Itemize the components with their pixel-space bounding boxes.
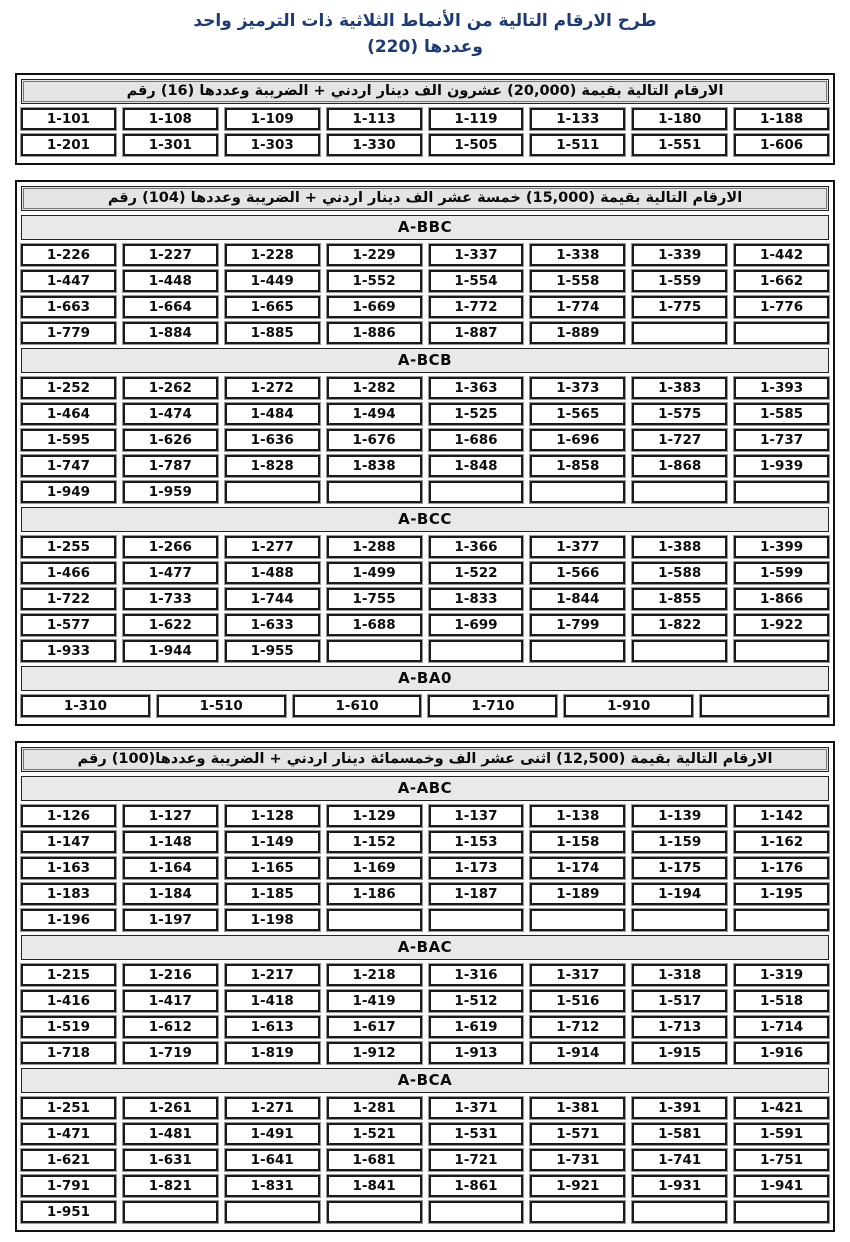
number-cell: 1-175 <box>632 857 727 879</box>
number-cell: 1-277 <box>225 536 320 558</box>
number-cell: 1-109 <box>225 108 320 130</box>
number-cell: 1-194 <box>632 883 727 905</box>
number-cell: 1-330 <box>327 134 422 156</box>
number-cell: 1-301 <box>123 134 218 156</box>
number-cell: 1-133 <box>530 108 625 130</box>
number-cell: 1-288 <box>327 536 422 558</box>
number-cell: 1-913 <box>429 1042 524 1064</box>
number-cell: 1-158 <box>530 831 625 853</box>
number-cell: 1-828 <box>225 455 320 477</box>
number-cell: 1-512 <box>429 990 524 1012</box>
section-header-a-bcb: A-BCB <box>21 348 829 373</box>
table-row <box>21 990 829 1012</box>
number-cell: 1-481 <box>123 1123 218 1145</box>
number-cell: 1-838 <box>327 455 422 477</box>
number-cell: 1-162 <box>734 831 829 853</box>
table-row <box>21 883 829 905</box>
number-cell: 1-599 <box>734 562 829 584</box>
number-cell: 1-377 <box>530 536 625 558</box>
number-cell: 1-416 <box>21 990 116 1012</box>
number-cell: 1-588 <box>632 562 727 584</box>
empty-cell <box>530 1201 625 1223</box>
table-row <box>21 588 829 610</box>
number-cell: 1-484 <box>225 403 320 425</box>
number-cell: 1-281 <box>327 1097 422 1119</box>
table-row <box>21 1097 829 1119</box>
number-cell: 1-722 <box>21 588 116 610</box>
empty-cell <box>734 481 829 503</box>
empty-cell <box>734 640 829 662</box>
number-cell: 1-939 <box>734 455 829 477</box>
number-cell: 1-921 <box>530 1175 625 1197</box>
section-header-a-bcc: A-BCC <box>21 507 829 532</box>
number-cell: 1-337 <box>429 244 524 266</box>
number-cell: 1-776 <box>734 296 829 318</box>
number-cell: 1-617 <box>327 1016 422 1038</box>
number-cell: 1-218 <box>327 964 422 986</box>
number-cell: 1-198 <box>225 909 320 931</box>
number-cell: 1-169 <box>327 857 422 879</box>
number-cell: 1-373 <box>530 377 625 399</box>
number-cell: 1-499 <box>327 562 422 584</box>
number-cell: 1-641 <box>225 1149 320 1171</box>
number-cell: 1-772 <box>429 296 524 318</box>
number-cell: 1-180 <box>632 108 727 130</box>
number-cell: 1-488 <box>225 562 320 584</box>
number-cell: 1-696 <box>530 429 625 451</box>
number-cell: 1-381 <box>530 1097 625 1119</box>
number-cell: 1-912 <box>327 1042 422 1064</box>
number-cell: 1-941 <box>734 1175 829 1197</box>
number-cell: 1-591 <box>734 1123 829 1145</box>
number-cell: 1-196 <box>21 909 116 931</box>
number-cell: 1-949 <box>21 481 116 503</box>
number-cell: 1-227 <box>123 244 218 266</box>
number-cell: 1-944 <box>123 640 218 662</box>
empty-cell <box>429 909 524 931</box>
empty-cell <box>632 322 727 344</box>
number-cell: 1-713 <box>632 1016 727 1038</box>
number-cell: 1-884 <box>123 322 218 344</box>
number-cell: 1-137 <box>429 805 524 827</box>
table-row <box>21 134 829 156</box>
number-cell: 1-139 <box>632 805 727 827</box>
number-cell: 1-844 <box>530 588 625 610</box>
empty-cell <box>734 322 829 344</box>
number-cell: 1-388 <box>632 536 727 558</box>
number-cell: 1-142 <box>734 805 829 827</box>
table-row <box>21 695 829 717</box>
empty-cell <box>327 1201 422 1223</box>
number-cell: 1-252 <box>21 377 116 399</box>
number-cell: 1-889 <box>530 322 625 344</box>
number-cell: 1-585 <box>734 403 829 425</box>
number-cell: 1-819 <box>225 1042 320 1064</box>
number-cell: 1-163 <box>21 857 116 879</box>
number-cell: 1-266 <box>123 536 218 558</box>
number-cell: 1-747 <box>21 455 116 477</box>
number-cell: 1-775 <box>632 296 727 318</box>
number-cell: 1-848 <box>429 455 524 477</box>
value-table-2 <box>15 180 835 726</box>
number-cell: 1-518 <box>734 990 829 1012</box>
empty-cell <box>530 481 625 503</box>
number-cell: 1-447 <box>21 270 116 292</box>
empty-cell <box>429 481 524 503</box>
number-cell: 1-731 <box>530 1149 625 1171</box>
number-cell: 1-914 <box>530 1042 625 1064</box>
number-cell: 1-442 <box>734 244 829 266</box>
empty-cell <box>700 695 829 717</box>
number-cell: 1-633 <box>225 614 320 636</box>
number-cell: 1-228 <box>225 244 320 266</box>
table-header-2: الارقام التالية بقيمة (15,000) خمسة عشر الف دينار اردني + الضريبة وعددها (104) رقم <box>21 186 829 211</box>
number-cell: 1-262 <box>123 377 218 399</box>
number-cell: 1-774 <box>530 296 625 318</box>
table-row <box>21 1149 829 1171</box>
number-cell: 1-316 <box>429 964 524 986</box>
number-cell: 1-519 <box>21 1016 116 1038</box>
number-cell: 1-516 <box>530 990 625 1012</box>
number-cell: 1-622 <box>123 614 218 636</box>
table-row <box>21 403 829 425</box>
number-cell: 1-558 <box>530 270 625 292</box>
number-cell: 1-474 <box>123 403 218 425</box>
number-cell: 1-187 <box>429 883 524 905</box>
number-cell: 1-676 <box>327 429 422 451</box>
number-cell: 1-626 <box>123 429 218 451</box>
number-cell: 1-448 <box>123 270 218 292</box>
number-cell: 1-129 <box>327 805 422 827</box>
number-cell: 1-393 <box>734 377 829 399</box>
number-cell: 1-188 <box>734 108 829 130</box>
number-cell: 1-174 <box>530 857 625 879</box>
number-cell: 1-449 <box>225 270 320 292</box>
number-cell: 1-126 <box>21 805 116 827</box>
number-cell: 1-885 <box>225 322 320 344</box>
section-header-a-abc: A-ABC <box>21 776 829 801</box>
number-cell: 1-147 <box>21 831 116 853</box>
empty-cell <box>429 640 524 662</box>
number-cell: 1-153 <box>429 831 524 853</box>
number-cell: 1-664 <box>123 296 218 318</box>
number-cell: 1-727 <box>632 429 727 451</box>
number-cell: 1-317 <box>530 964 625 986</box>
number-cell: 1-552 <box>327 270 422 292</box>
empty-cell <box>734 909 829 931</box>
number-cell: 1-887 <box>429 322 524 344</box>
number-cell: 1-128 <box>225 805 320 827</box>
number-cell: 1-363 <box>429 377 524 399</box>
empty-cell <box>530 909 625 931</box>
number-cell: 1-916 <box>734 1042 829 1064</box>
section-header-a-bbc: A-BBC <box>21 215 829 240</box>
number-cell: 1-197 <box>123 909 218 931</box>
number-cell: 1-176 <box>734 857 829 879</box>
number-cell: 1-319 <box>734 964 829 986</box>
number-cell: 1-662 <box>734 270 829 292</box>
empty-cell <box>225 1201 320 1223</box>
number-cell: 1-149 <box>225 831 320 853</box>
number-cell: 1-391 <box>632 1097 727 1119</box>
table-row <box>21 614 829 636</box>
number-cell: 1-955 <box>225 640 320 662</box>
number-cell: 1-464 <box>21 403 116 425</box>
number-cell: 1-631 <box>123 1149 218 1171</box>
tables-container <box>15 73 835 1232</box>
table-header-1: الارقام التالية بقيمة (20,000) عشرون الف دينار اردني + الضريبة وعددها (16) رقم <box>21 79 829 104</box>
table-row <box>21 296 829 318</box>
number-cell: 1-255 <box>21 536 116 558</box>
number-cell: 1-184 <box>123 883 218 905</box>
number-cell: 1-688 <box>327 614 422 636</box>
value-table-1 <box>15 73 835 165</box>
number-cell: 1-737 <box>734 429 829 451</box>
number-cell: 1-215 <box>21 964 116 986</box>
number-cell: 1-310 <box>21 695 150 717</box>
number-cell: 1-931 <box>632 1175 727 1197</box>
number-cell: 1-271 <box>225 1097 320 1119</box>
number-cell: 1-272 <box>225 377 320 399</box>
empty-cell <box>734 1201 829 1223</box>
number-cell: 1-613 <box>225 1016 320 1038</box>
number-cell: 1-183 <box>21 883 116 905</box>
number-cell: 1-959 <box>123 481 218 503</box>
number-cell: 1-581 <box>632 1123 727 1145</box>
number-cell: 1-366 <box>429 536 524 558</box>
number-cell: 1-226 <box>21 244 116 266</box>
number-cell: 1-841 <box>327 1175 422 1197</box>
number-cell: 1-303 <box>225 134 320 156</box>
number-cell: 1-665 <box>225 296 320 318</box>
number-cell: 1-714 <box>734 1016 829 1038</box>
number-cell: 1-621 <box>21 1149 116 1171</box>
number-cell: 1-152 <box>327 831 422 853</box>
number-cell: 1-339 <box>632 244 727 266</box>
number-cell: 1-525 <box>429 403 524 425</box>
number-cell: 1-505 <box>429 134 524 156</box>
number-cell: 1-619 <box>429 1016 524 1038</box>
number-cell: 1-138 <box>530 805 625 827</box>
number-cell: 1-577 <box>21 614 116 636</box>
number-cell: 1-477 <box>123 562 218 584</box>
number-cell: 1-551 <box>632 134 727 156</box>
table-row <box>21 270 829 292</box>
table-row <box>21 562 829 584</box>
table-row <box>21 481 829 503</box>
number-cell: 1-606 <box>734 134 829 156</box>
number-cell: 1-383 <box>632 377 727 399</box>
number-cell: 1-719 <box>123 1042 218 1064</box>
number-cell: 1-858 <box>530 455 625 477</box>
number-cell: 1-217 <box>225 964 320 986</box>
table-row <box>21 1201 829 1223</box>
number-cell: 1-831 <box>225 1175 320 1197</box>
number-cell: 1-522 <box>429 562 524 584</box>
number-cell: 1-799 <box>530 614 625 636</box>
number-cell: 1-229 <box>327 244 422 266</box>
number-cell: 1-787 <box>123 455 218 477</box>
number-cell: 1-466 <box>21 562 116 584</box>
number-cell: 1-101 <box>21 108 116 130</box>
table-row <box>21 1016 829 1038</box>
number-cell: 1-910 <box>564 695 693 717</box>
number-cell: 1-951 <box>21 1201 116 1223</box>
section-header-a-ba0: A-BA0 <box>21 666 829 691</box>
number-cell: 1-419 <box>327 990 422 1012</box>
number-cell: 1-612 <box>123 1016 218 1038</box>
table-row <box>21 455 829 477</box>
number-cell: 1-189 <box>530 883 625 905</box>
number-cell: 1-418 <box>225 990 320 1012</box>
table-row <box>21 640 829 662</box>
number-cell: 1-127 <box>123 805 218 827</box>
empty-cell <box>530 640 625 662</box>
empty-cell <box>327 909 422 931</box>
number-cell: 1-471 <box>21 1123 116 1145</box>
page-title-line1: طرح الارقام التالية من الأنماط الثلاثية ذات الترميز واحد <box>193 11 657 31</box>
number-cell: 1-751 <box>734 1149 829 1171</box>
table-row <box>21 1042 829 1064</box>
number-cell: 1-399 <box>734 536 829 558</box>
number-cell: 1-733 <box>123 588 218 610</box>
value-table-3 <box>15 741 835 1232</box>
number-cell: 1-559 <box>632 270 727 292</box>
number-cell: 1-686 <box>429 429 524 451</box>
number-cell: 1-511 <box>530 134 625 156</box>
number-cell: 1-565 <box>530 403 625 425</box>
empty-cell <box>632 1201 727 1223</box>
number-cell: 1-421 <box>734 1097 829 1119</box>
number-cell: 1-791 <box>21 1175 116 1197</box>
number-cell: 1-531 <box>429 1123 524 1145</box>
number-cell: 1-663 <box>21 296 116 318</box>
number-cell: 1-261 <box>123 1097 218 1119</box>
empty-cell <box>632 909 727 931</box>
number-cell: 1-669 <box>327 296 422 318</box>
number-cell: 1-554 <box>429 270 524 292</box>
number-cell: 1-866 <box>734 588 829 610</box>
number-cell: 1-566 <box>530 562 625 584</box>
table-row <box>21 857 829 879</box>
number-cell: 1-636 <box>225 429 320 451</box>
number-cell: 1-915 <box>632 1042 727 1064</box>
number-cell: 1-855 <box>632 588 727 610</box>
number-cell: 1-510 <box>157 695 286 717</box>
number-cell: 1-922 <box>734 614 829 636</box>
number-cell: 1-868 <box>632 455 727 477</box>
number-cell: 1-710 <box>428 695 557 717</box>
number-cell: 1-821 <box>123 1175 218 1197</box>
table-row <box>21 244 829 266</box>
number-cell: 1-108 <box>123 108 218 130</box>
number-cell: 1-195 <box>734 883 829 905</box>
table-row <box>21 964 829 986</box>
table-row <box>21 322 829 344</box>
table-row <box>21 108 829 130</box>
number-cell: 1-148 <box>123 831 218 853</box>
empty-cell <box>327 481 422 503</box>
number-cell: 1-164 <box>123 857 218 879</box>
section-header-a-bac: A-BAC <box>21 935 829 960</box>
number-cell: 1-521 <box>327 1123 422 1145</box>
number-cell: 1-699 <box>429 614 524 636</box>
number-cell: 1-610 <box>293 695 422 717</box>
number-cell: 1-721 <box>429 1149 524 1171</box>
number-cell: 1-371 <box>429 1097 524 1119</box>
number-cell: 1-741 <box>632 1149 727 1171</box>
number-cell: 1-216 <box>123 964 218 986</box>
page-title-line2: وعددها (220) <box>367 37 483 58</box>
table-row <box>21 1175 829 1197</box>
table-row <box>21 1123 829 1145</box>
number-cell: 1-744 <box>225 588 320 610</box>
number-cell: 1-517 <box>632 990 727 1012</box>
empty-cell <box>632 640 727 662</box>
empty-cell <box>429 1201 524 1223</box>
table-row <box>21 805 829 827</box>
number-cell: 1-779 <box>21 322 116 344</box>
table-row <box>21 831 829 853</box>
number-cell: 1-681 <box>327 1149 422 1171</box>
number-cell: 1-201 <box>21 134 116 156</box>
number-cell: 1-933 <box>21 640 116 662</box>
number-cell: 1-886 <box>327 322 422 344</box>
number-cell: 1-718 <box>21 1042 116 1064</box>
empty-cell <box>327 640 422 662</box>
number-cell: 1-159 <box>632 831 727 853</box>
table-row <box>21 536 829 558</box>
number-cell: 1-822 <box>632 614 727 636</box>
empty-cell <box>225 481 320 503</box>
page-title <box>15 8 835 61</box>
table-header-3: الارقام التالية بقيمة (12,500) اثنى عشر الف وخمسمائة دينار اردني + الضريبة وعددها(100) رقم <box>21 747 829 772</box>
number-cell: 1-571 <box>530 1123 625 1145</box>
section-header-a-bca: A-BCA <box>21 1068 829 1093</box>
number-cell: 1-833 <box>429 588 524 610</box>
number-cell: 1-712 <box>530 1016 625 1038</box>
number-cell: 1-491 <box>225 1123 320 1145</box>
number-cell: 1-861 <box>429 1175 524 1197</box>
number-cell: 1-417 <box>123 990 218 1012</box>
empty-cell <box>632 481 727 503</box>
empty-cell <box>123 1201 218 1223</box>
number-cell: 1-165 <box>225 857 320 879</box>
number-cell: 1-185 <box>225 883 320 905</box>
number-cell: 1-755 <box>327 588 422 610</box>
number-cell: 1-595 <box>21 429 116 451</box>
number-cell: 1-318 <box>632 964 727 986</box>
number-cell: 1-113 <box>327 108 422 130</box>
number-cell: 1-282 <box>327 377 422 399</box>
number-cell: 1-251 <box>21 1097 116 1119</box>
table-row <box>21 377 829 399</box>
table-row <box>21 429 829 451</box>
table-row <box>21 909 829 931</box>
number-cell: 1-173 <box>429 857 524 879</box>
number-cell: 1-494 <box>327 403 422 425</box>
number-cell: 1-186 <box>327 883 422 905</box>
number-cell: 1-119 <box>429 108 524 130</box>
number-cell: 1-338 <box>530 244 625 266</box>
number-cell: 1-575 <box>632 403 727 425</box>
